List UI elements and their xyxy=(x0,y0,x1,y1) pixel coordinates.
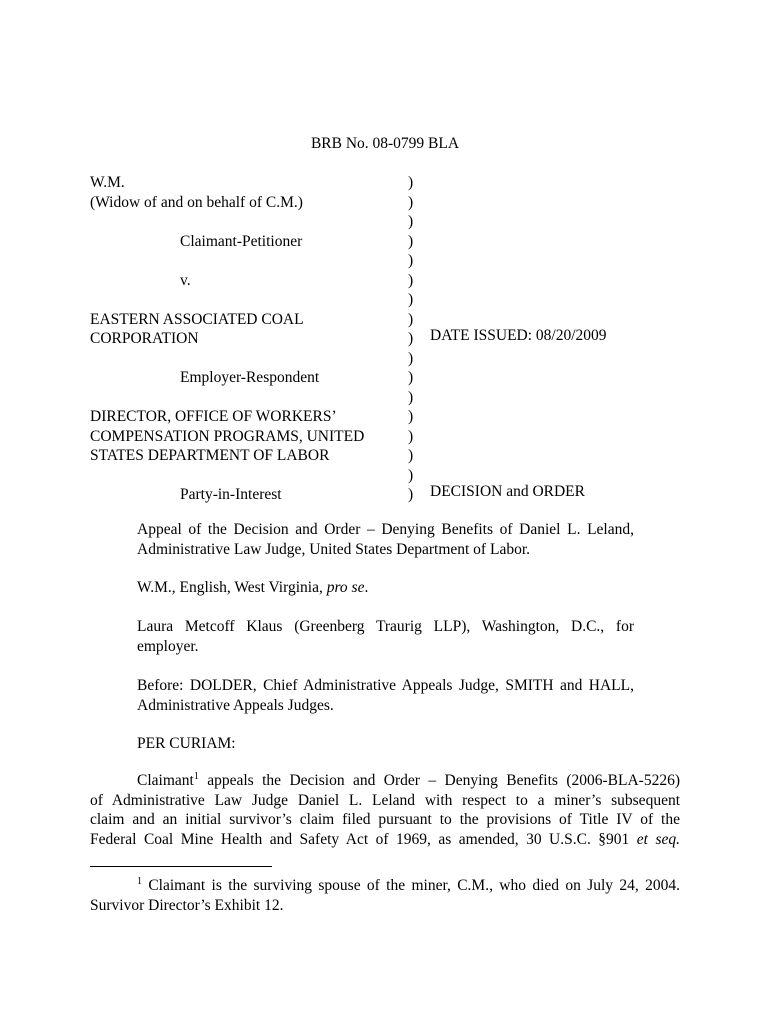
pro-se-italic: pro se xyxy=(326,579,365,596)
claimant-name: W.M. xyxy=(90,174,125,191)
footnote-number: 1 xyxy=(137,876,142,887)
caption-paren: ) xyxy=(408,232,414,250)
caption-paren: ) xyxy=(408,408,414,425)
caption-paren-column xyxy=(408,173,422,505)
footnote-reference[interactable]: 1 xyxy=(193,771,199,782)
caption-paren: ) xyxy=(408,427,414,445)
footnote-line-2: Survivor Director’s Exhibit 12. xyxy=(90,896,284,914)
claimant-counsel xyxy=(137,578,634,598)
opinion-line-1: Claimant$^1$ appeals the Decision and Order – Denying Benefits (2006-BLA-5226) xyxy=(137,771,680,789)
opinion-paragraph xyxy=(90,771,680,849)
claimant-counsel-text: W.M., English, West Virginia, xyxy=(137,579,327,596)
director-line1: DIRECTOR, OFFICE OF WORKERS’ xyxy=(90,408,337,425)
caption-paren: ) xyxy=(408,174,414,191)
caption-paren: ) xyxy=(408,349,414,367)
case-caption-parties xyxy=(90,173,400,505)
caption-paren: ) xyxy=(408,388,414,406)
caption-paren: ) xyxy=(408,291,414,308)
caption-paren: ) xyxy=(408,193,414,211)
claimant-role: Claimant-Petitioner xyxy=(180,232,303,250)
et-seq-italic: et seq. xyxy=(636,830,680,848)
claimant-description: (Widow of and on behalf of C.M.) xyxy=(90,193,303,211)
employer-counsel: Laura Metcoff Klaus (Greenberg Traurig LLP), Washington, D.C., for employer. xyxy=(137,618,634,655)
employer-role: Employer-Respondent xyxy=(180,369,320,386)
caption-paren: ) xyxy=(408,271,414,289)
caption-paren: ) xyxy=(408,466,414,484)
director-role: Party-in-Interest xyxy=(180,486,282,503)
footnote-line-1: $^1$ Claimant is the surviving spouse of the miner, C.M., who died on July 24, 2004. xyxy=(137,876,680,894)
decision-title: DECISION and ORDER xyxy=(430,483,585,500)
caption-paren: ) xyxy=(408,369,414,386)
employer-name-line1: EASTERN ASSOCIATED COAL xyxy=(90,310,304,328)
caption-paren: ) xyxy=(408,447,414,464)
caption-paren: ) xyxy=(408,486,414,503)
caption-paren: ) xyxy=(408,330,414,347)
opinion-line-3: claim and an initial survivor’s claim filed pursuant to the provisions of Title IV of the xyxy=(90,811,680,828)
opinion-line-2: of Administrative Law Judge Daniel L. Leland with respect to a miner’s subsequent xyxy=(90,791,680,809)
director-line2: COMPENSATION PROGRAMS, UNITED xyxy=(90,427,365,445)
opinion-line-4: Federal Coal Mine Health and Safety Act of 1969, as amended, 30 U.S.C. §901 et seq. xyxy=(90,830,680,848)
caption-paren: ) xyxy=(408,310,414,328)
appeal-statement: Appeal of the Decision and Order – Denying Benefits of Daniel L. Leland, Administrative Law Judge, United States Department of Labor. xyxy=(137,521,634,558)
footnote-divider xyxy=(90,866,272,867)
caption-paren: ) xyxy=(408,252,414,269)
employer-name-line2: CORPORATION xyxy=(90,330,199,347)
date-issued: DATE ISSUED: 08/20/2009 xyxy=(430,327,607,344)
footnote xyxy=(90,876,680,915)
claimant-counsel-end: . xyxy=(364,579,369,596)
per-curiam-heading: PER CURIAM: xyxy=(137,735,236,752)
caption-paren: ) xyxy=(408,213,414,230)
docket-number: BRB No. 08-0799 BLA xyxy=(310,135,460,152)
director-line3: STATES DEPARTMENT OF LABOR xyxy=(90,447,330,464)
panel-judges: Before: DOLDER, Chief Administrative Appeals Judge, SMITH and HALL, Administrative Appeals Judges. xyxy=(137,677,634,714)
versus: v. xyxy=(180,271,191,289)
